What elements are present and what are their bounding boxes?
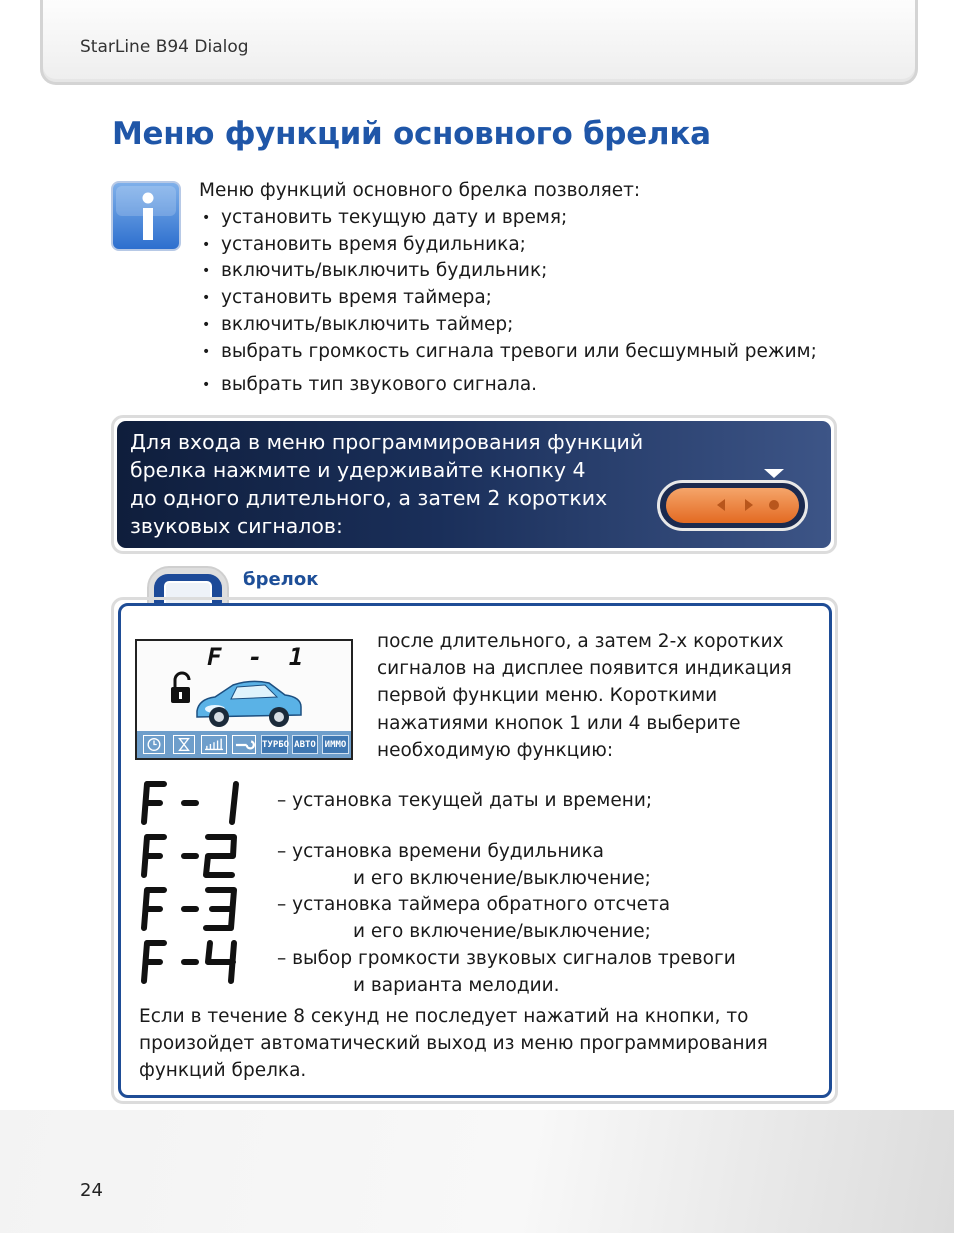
function-desc-line: и его включение/выключение; xyxy=(353,868,651,890)
callout-line: до одного длительного, а затем 2 коротких xyxy=(130,486,608,510)
lcd-auto-label: АВТО xyxy=(292,735,318,754)
intro-bullet: • выбрать громкость сигнала тревоги или бесшумный режим; xyxy=(199,339,817,366)
function-code-text: F -2 xyxy=(138,833,140,834)
intro-bullet: • установить текущую дату и время; xyxy=(199,205,817,232)
footer-band xyxy=(0,1110,954,1233)
intro-bullet: • установить время таймера; xyxy=(199,285,817,312)
function-description xyxy=(277,945,736,999)
function-code-text: F - 3 xyxy=(138,886,141,887)
function-description xyxy=(277,787,652,814)
display-desc-line: нажатиями кнопок 1 или 4 выберите xyxy=(377,712,741,734)
clock-icon xyxy=(143,735,165,754)
outro-line: Если в течение 8 секунд не последует нажатий на кнопки, то xyxy=(139,1006,749,1027)
function-desc-line: – установка таймера обратного отсчета xyxy=(277,894,671,915)
triangle-down-icon xyxy=(764,469,784,479)
intro-bullet: • выбрать тип звукового сигнала. xyxy=(199,372,817,399)
display-desc-line: первой функции меню. Короткими xyxy=(377,685,718,707)
function-desc-line: и варианта мелодии. xyxy=(353,975,560,997)
intro-bullet: • включить/выключить таймер; xyxy=(199,312,817,339)
callout-line: брелка нажмите и удерживайте кнопку 4 xyxy=(130,458,586,482)
wrench-icon xyxy=(232,735,256,754)
lcd-icon-strip xyxy=(137,731,351,758)
display-desc-line: после длительного, а затем 2-х коротких xyxy=(377,631,784,652)
lcd-code-text: F - 1 xyxy=(207,643,310,671)
outro-text xyxy=(139,1003,819,1085)
header-title: StarLine B94 Dialog xyxy=(80,37,249,57)
lcd-turbo-label: ТУРБО xyxy=(261,735,288,754)
lcd-display xyxy=(135,639,353,760)
outro-line: функций брелка. xyxy=(139,1060,307,1082)
display-desc-line: необходимую функцию: xyxy=(377,739,614,761)
intro-bullet: • установить время будильника; xyxy=(199,232,817,259)
function-desc-line: – установка времени будильника xyxy=(277,841,604,862)
keyfob-label: брелок xyxy=(243,569,319,590)
lcd-immo-label: ИММО xyxy=(322,735,349,754)
display-desc-line: сигналов на дисплее появится индикация xyxy=(377,658,792,680)
page-title: Меню функций основного брелка xyxy=(112,116,711,152)
callout-line: звуковых сигналов: xyxy=(130,514,343,538)
function-desc-line: – установка текущей даты и времени; xyxy=(277,790,653,811)
function-code-f1 xyxy=(138,780,248,826)
function-description xyxy=(277,891,670,945)
info-icon xyxy=(111,181,181,251)
callout-line: Для входа в меню программирования функций xyxy=(130,430,644,454)
intro-block xyxy=(199,178,817,398)
intro-bullet: • включить/выключить будильник; xyxy=(199,258,817,285)
intro-lead: Меню функций основного брелка позволяет: xyxy=(199,180,641,201)
hourglass-icon xyxy=(173,735,195,754)
function-description xyxy=(277,838,651,892)
outro-line: произойдет автоматический выход из меню программирования xyxy=(139,1033,768,1055)
page-number: 24 xyxy=(80,1180,103,1201)
button-arrows-icon xyxy=(715,498,785,512)
function-desc-line: – выбор громкости звуковых сигналов тревоги xyxy=(277,948,736,969)
function-desc-line: и его включение/выключение; xyxy=(353,921,651,943)
callout-text xyxy=(130,428,670,540)
intro-bullet-list xyxy=(199,205,817,399)
car-icon xyxy=(193,671,305,731)
display-description xyxy=(377,628,817,764)
function-code-text: F - 1 xyxy=(138,780,141,781)
function-code-f3 xyxy=(138,886,248,932)
function-code-f2 xyxy=(138,833,248,879)
function-code-f4 xyxy=(138,939,248,985)
function-code-text: F -4 xyxy=(138,939,140,940)
volume-scale-icon xyxy=(201,735,227,754)
